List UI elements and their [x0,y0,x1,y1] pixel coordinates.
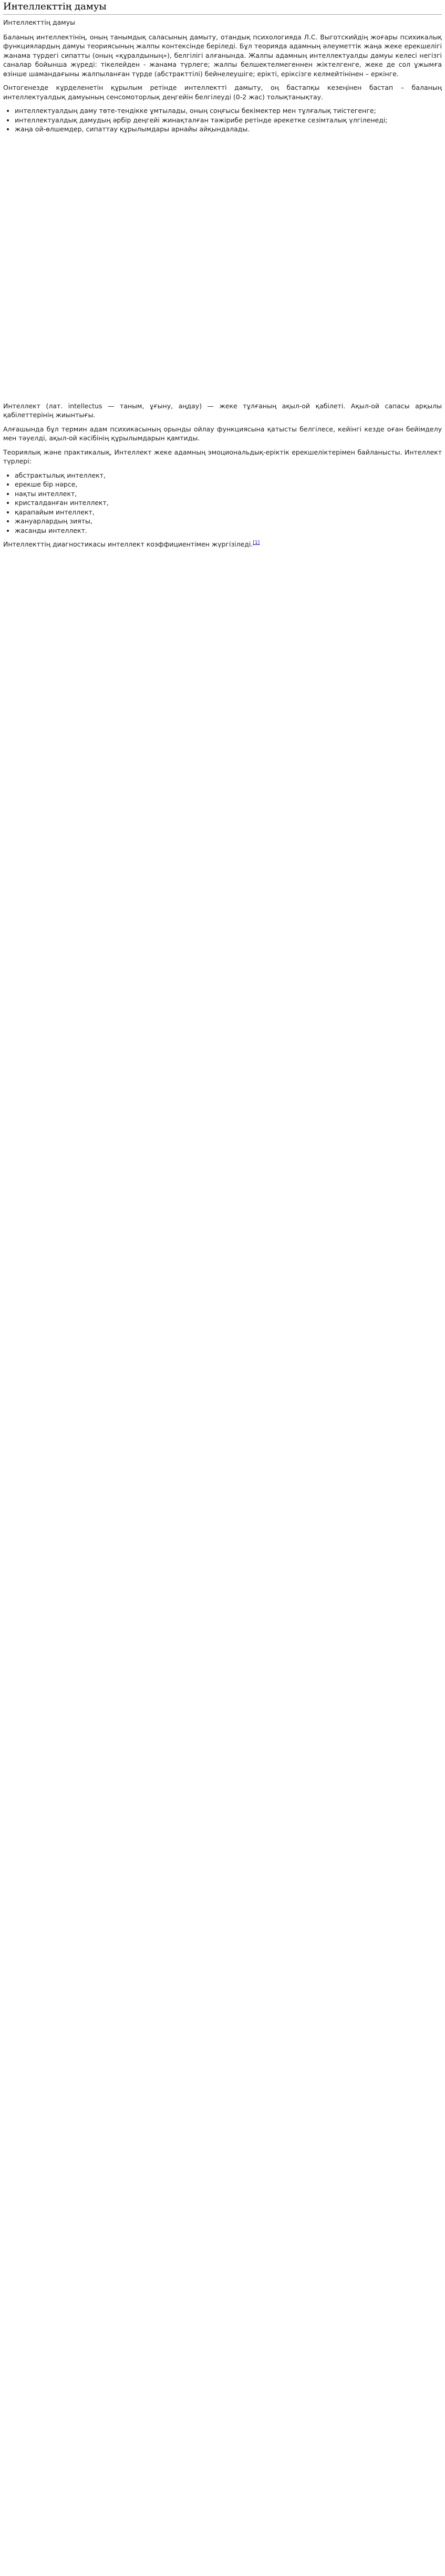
paragraph: Онтогенезде кұрделенетін құрылым ретінде интеллектті дамыту, оң бастапқы кезеңінен бастап – баланың интеллектуалдық дамуының сенсомоторлық деңгейін белгілеуді (0-2 жас) толықтанықтау. [3,84,442,101]
article [0,0,445,558]
list-item: • нақты интеллект, [15,489,442,499]
bullet-list [3,106,442,134]
list-item: • жаңа ой-өлшемдер, сипаттау құрылымдары арнайы айқындалады. [15,125,442,134]
paragraph: Теориялық және практикалық, Интеллект жеке адамның эмоциональдық-еріктік ерекшеліктерімен байланысты. Интеллект түрлері: [3,448,442,465]
paragraph: Интеллект (лат. intellectus — таным, ұғыну, аңдау) — жеке тұлғаның ақыл-ой қабілеті. Ақыл-ой сапасы арқылы қабілеттерінің жиынтығы. [3,401,442,419]
list-item: • жасанды интеллект. [15,526,442,535]
list-item: • интеллектуалдық дамудың әрбір деңгейі жинақталған тәжірибе ретінде әрекетке сезімталық үлгіленеді; [15,116,442,125]
omitted-body-space [3,139,442,401]
list-item: • кристалданған интеллект, [15,498,442,508]
list-item: • ерекше бір нәрсе, [15,480,442,489]
list-item: • жануарлардың зияты, [15,517,442,526]
page-subtitle: Интеллекттің дамуы [3,18,75,26]
footnote-text: Интеллекттің диагностикасы интеллект коэффициентімен жүргізіледі. [3,540,253,548]
intellect-types-list [3,471,442,535]
paragraph: Баланың интеллектінің, оның танымдық саласының дамыту, отандық психологияда Л.С. Выготскийдің жоғары психикалық функциялардың дамуы теориясының жалпы контексінде беріледі. Бұл теорияда адамның әлеуметтік жаңа жеке ерекшелігі жанама түрдегі сипатты (оның «құралдының»), белгілігі алғанында. Жалпы адамның интеллектуалды дамуы келесі негізгі саналар бойынша жүреді: тікелейден - жанама түрлеге; жалпы белшектелмегеннен жіктелгенге, жеке де сол ұжымға өзінше шамандағыны жалпыланған түрде (абстракттілі) бейнелеушіге; ерікті, еріксізге келмейтінінен – еркінге. [3,33,442,78]
page-title: Интеллекттің дамуы [3,0,442,15]
list-item: • абстрактылық интеллект, [15,471,442,480]
list-item: • интеллектуалдың даму төте-тендікке ұмтылады, оның соңғысы бекімектер мен тұлғалық тиістегенге; [15,106,442,116]
footnote-line [3,540,442,549]
list-item: • қарапайым интеллект, [15,508,442,517]
footnote-link[interactable]: [1] [253,540,260,545]
paragraph: Алғашында бұл термин адам психикасының орынды ойлау функциясына қатысты белгілесе, кейінгі кезде оған бейімделу мен тәуелді, ақыл-ой кәсібінің құрылымдарын қамтиды. [3,425,442,442]
